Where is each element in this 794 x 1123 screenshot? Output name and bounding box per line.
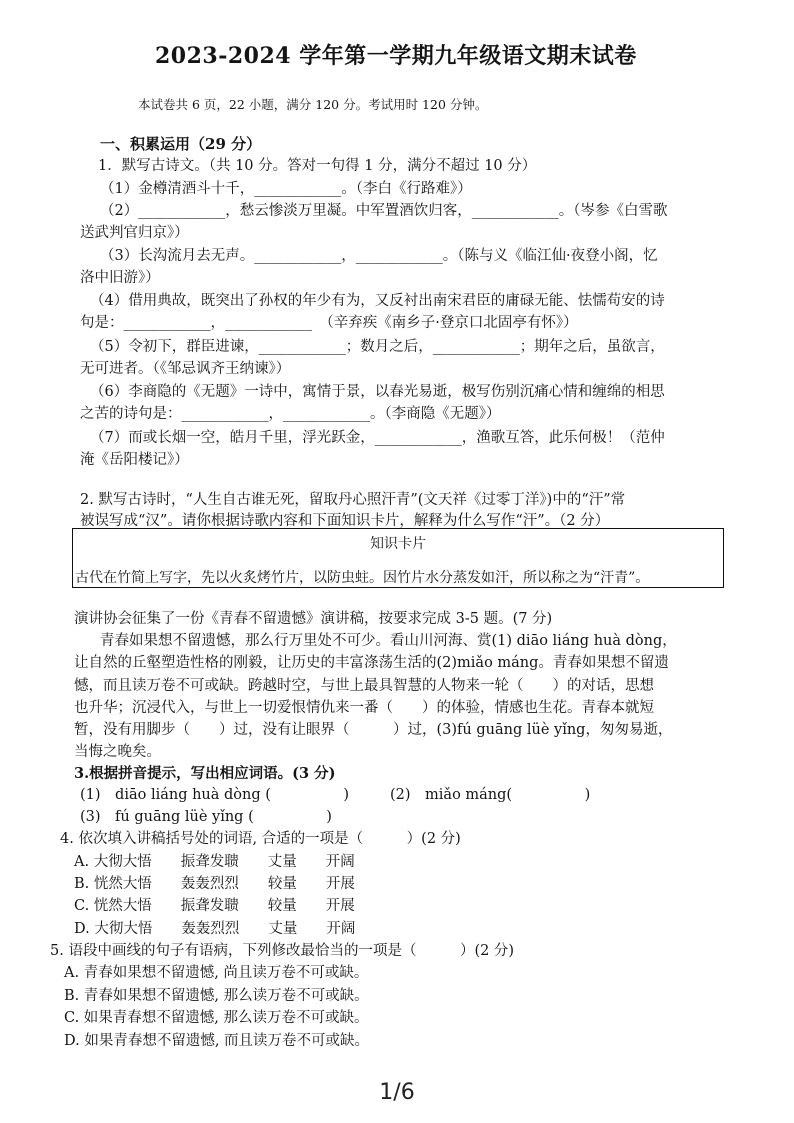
exam-note: 本试卷共 6 页，22 小题，满分 120 分。考试用时 120 分钟。 xyxy=(138,97,488,112)
q1-line-1: （1）金樽清酒斗十千，____________。（李白《行路难》） xyxy=(100,181,472,197)
passage-line-2: 让自然的丘壑塑造性格的刚毅，让历史的丰富涤荡生活的(2)miǎo máng。青春如果想不留遗 xyxy=(74,655,669,671)
q2-line-b: 被误写成“汉”。请你根据诗歌内容和下面知识卡片，解释为什么写作“汗”。（2 分） xyxy=(80,513,610,529)
q4-option-c: C. 恍然大悟 振聋发聩 较量 开展 xyxy=(74,898,355,914)
knowledge-card xyxy=(72,528,724,588)
q1-stem: 1．默写古诗文。（共 10 分。答对一句得 1 分，满分不超过 10 分） xyxy=(98,158,537,174)
q1-line-4b: 句是：____________，____________ （辛弃疾《南乡子·登京口北固亭有怀》） xyxy=(80,315,578,331)
q3-stem: 3.根据拼音提示，写出相应词语。(3 分) xyxy=(74,765,336,782)
q5-option-b: B. 青春如果想不留遗憾, 那么读万卷不可或缺。 xyxy=(64,988,369,1004)
q1-line-2b: 送武判官归京》） xyxy=(80,225,189,241)
q4-stem: 4. 依次填入讲稿括号处的词语, 合适的一项是（ ）(2 分) xyxy=(60,831,461,847)
q4-option-d: D. 大彻大悟 轰轰烈烈 丈量 开阔 xyxy=(74,921,356,937)
passage-line-1: 青春如果想不留遗憾，那么行万里处不可少。看山川河海、赏(1) diāo liáng huà dòng， xyxy=(100,633,677,649)
section-heading: 一、积累运用（29 分） xyxy=(100,135,262,153)
q1-line-3b: 洛中旧游》） xyxy=(80,270,160,286)
q1-line-5a: （5）令初下，群臣进谏，____________；数月之后，____________；期年之后，虽欲言， xyxy=(90,339,665,355)
q1-line-6a: （6）李商隐的《无题》一诗中，寓情于景，以春光易逝，极写伤别沉痛心情和缠绵的相思 xyxy=(90,384,665,400)
q3-item-1: (1) diāo liáng huà dòng ( ) xyxy=(80,787,350,803)
passage-intro: 演讲协会征集了一份《青春不留遗憾》演讲稿，按要求完成 3-5 题。(7 分) xyxy=(74,611,553,627)
q5-option-d: D. 如果青春想不留遗憾, 而且读万卷不可或缺。 xyxy=(64,1033,370,1049)
q5-option-c: C. 如果青春想不留遗憾, 那么读万卷不可或缺。 xyxy=(64,1010,369,1026)
q4-option-b: B. 恍然大悟 轰轰烈烈 较量 开展 xyxy=(74,876,355,892)
q1-line-4a: （4）借用典故，既突出了孙权的年少有为，又反衬出南宋君臣的庸碌无能、怯懦苟安的诗 xyxy=(90,293,665,309)
q3-item-3: (3) fú guāng lüè yǐng ( ) xyxy=(80,809,332,825)
q1-line-5b: 无可进者。（《邹忌讽齐王纳谏》） xyxy=(80,361,291,377)
q1-line-3a: （3）长沟流月去无声。____________，____________。（陈与义《临江仙·夜登小阁，忆 xyxy=(100,248,658,264)
q1-line-2a: （2）____________，愁云惨淡万里凝。中军置酒饮归客，____________。（岑参《白雪歌 xyxy=(100,203,668,219)
exam-title: 2023-2024 学年第一学期九年级语文期末试卷 xyxy=(155,43,637,69)
q1-line-6b: 之苦的诗句是：____________，____________。（李商隐《无题》） xyxy=(80,406,501,422)
knowledge-card-body: 古代在竹简上写字，先以火炙烤竹片，以防虫蛀。因竹片水分蒸发如汗，所以称之为“汗青”。 xyxy=(75,570,650,586)
page-number: 1/6 xyxy=(379,1080,415,1105)
q2-line-a: 2. 默写古诗时，“人生自古谁无死，留取丹心照汗青”(文天祥《过零丁洋》)中的“汗”常 xyxy=(80,492,626,508)
passage-line-3: 憾，而且读万卷不可或缺。跨越时空，与世上最具智慧的人物来一轮（ ）的对话，思想 xyxy=(74,678,654,694)
passage-line-6: 当悔之晚矣。 xyxy=(74,744,161,760)
q3-item-2: (2) miǎo máng( ) xyxy=(390,787,591,803)
passage-line-4: 也升华；沉浸代入，与世上一切爱恨情仇来一番（ ）的体验，情感也生花。青春本就短 xyxy=(74,700,654,716)
q1-line-7b: 淹《岳阳楼记》） xyxy=(80,452,189,468)
q1-line-7a: （7）而或长烟一空，皓月千里，浮光跃金，____________，渔歌互答，此乐何极！（范仲 xyxy=(90,430,665,446)
knowledge-card-title: 知识卡片 xyxy=(370,536,426,552)
q4-option-a: A. 大彻大悟 振聋发聩 丈量 开阔 xyxy=(74,854,355,870)
q5-stem: 5. 语段中画线的句子有语病，下列修改最恰当的一项是（ ）(2 分) xyxy=(50,943,515,959)
passage-line-5: 暂，没有用脚步（ ）过，没有让眼界（ ）过，(3)fú guāng lüè yǐng，匆匆易逝， xyxy=(74,722,673,738)
q5-option-a: A. 青春如果想不留遗憾, 尚且读万卷不可或缺。 xyxy=(64,965,369,981)
